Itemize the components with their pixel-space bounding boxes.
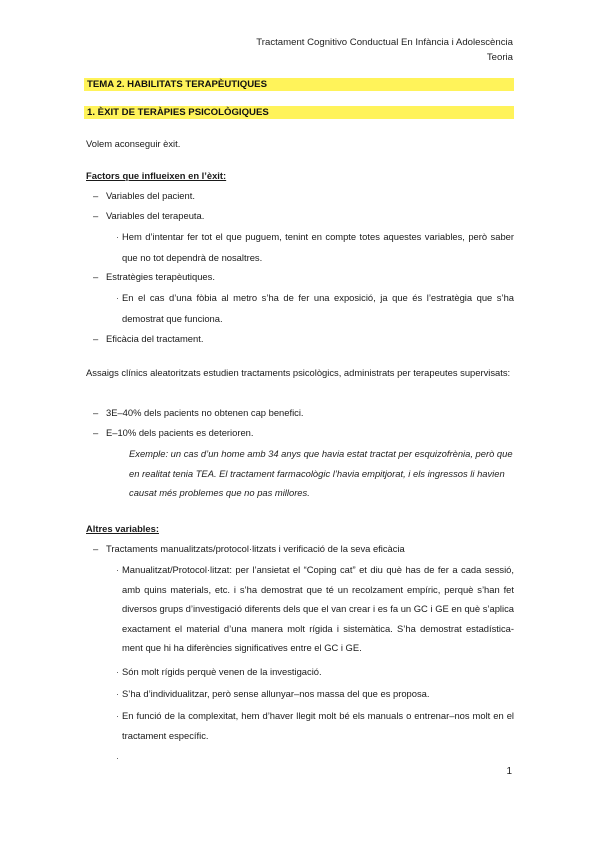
dot-bullet: ·: [116, 231, 120, 242]
assaigs-intro: Assaigs clínics aleatoritzats estudien tractaments psicològics, administrats per terapeutes supervisats:: [86, 367, 511, 378]
running-header-title: Tractament Cognitivo Conductual En Infància i Adolescència: [256, 37, 513, 48]
dot-bullet: ·: [116, 688, 120, 699]
factor-item-eficacia: Eficàcia del tractament.: [106, 333, 204, 344]
dash-bullet: –: [93, 407, 99, 418]
dash-bullet: –: [93, 190, 99, 201]
dot-bullet: ·: [116, 292, 120, 303]
running-header-subtitle: Teoria: [486, 52, 513, 63]
factors-heading: Factors que influeixen en l’èxit:: [86, 170, 227, 181]
altres-heading: Altres variables:: [86, 523, 159, 534]
dash-bullet: –: [93, 427, 99, 438]
page-number: 1: [506, 766, 512, 777]
factor-item-estrategies-detail: En el cas d’una fòbia al metro s’ha de fer una exposició, ja que és l’estratègia que s’ha demostrat que funciona.: [122, 292, 514, 324]
factor-item-terapeuta-detail: Hem d’intentar fer tot el que puguem, tenint en compte totes aquestes variables, però saber que no tot dependrà de nosaltres.: [122, 231, 514, 263]
tema-title: TEMA 2. HABILITATS TERAPÈUTIQUES: [87, 79, 267, 90]
dot-bullet: ·: [116, 710, 120, 721]
altres-sub-complexitat: En funció de la complexitat, hem d’haver llegit molt bé els manuals o entrenar–nos molt en el tractament específic.: [122, 710, 514, 741]
assaigs-item-deterioren: E–10% dels pacients es deterioren.: [106, 427, 254, 438]
altres-sub-rigids: Són molt rígids perquè venen de la investigació.: [122, 666, 322, 677]
dash-bullet: –: [93, 333, 99, 344]
assaigs-example: Exemple: un cas d’un home amb 34 anys que havia estat tractat per esquizofrènia, però que en realitat tenia TEA. El tractament farmacològic l’havia empitjorat, i els ingressos li havien causat més problemes que no pas millores.: [129, 448, 513, 498]
altres-sub-protocol: Manualitzat/Protocol·litzat: per l’ansietat el “Coping cat” et diu què has de fer a cada sessió, amb quins materials, etc. i s’ha demostrat que té un recolzament empíric, perquè s’han fet diversos grups d’investigació diferents dels que el van crear i es fa un GC i GE en què s’aplica exactament el material d’una manera molt rígida i sistemàtica. S’ha demostrat estadística- ment que hi ha diferències significatives entre el GC i GE.: [122, 564, 514, 654]
altres-sub-individualitzar: S’ha d’individualitzar, però sense allunyar–nos massa del que es proposa.: [122, 688, 430, 699]
dash-bullet: –: [93, 543, 99, 554]
factor-item-estrategies: Estratègies terapèutiques.: [106, 271, 215, 282]
altres-item-manualitzats: Tractaments manualitzats/protocol·litzats i verificació de la seva eficàcia: [106, 543, 405, 554]
intro-text: Volem aconseguir èxit.: [86, 138, 181, 149]
assaigs-item-benefici: 3E–40% dels pacients no obtenen cap benefici.: [106, 407, 304, 418]
factor-item-terapeuta: Variables del terapeuta.: [106, 210, 205, 221]
section-title: 1. ÈXIT DE TERÀPIES PSICOLÒGIQUES: [87, 107, 269, 118]
factor-item-pacient: Variables del pacient.: [106, 190, 195, 201]
dash-bullet: –: [93, 271, 99, 282]
dot-bullet: ·: [116, 666, 120, 677]
dot-bullet: ·: [116, 564, 120, 575]
dash-bullet: –: [93, 210, 99, 221]
dot-bullet-empty: ·: [116, 752, 120, 763]
